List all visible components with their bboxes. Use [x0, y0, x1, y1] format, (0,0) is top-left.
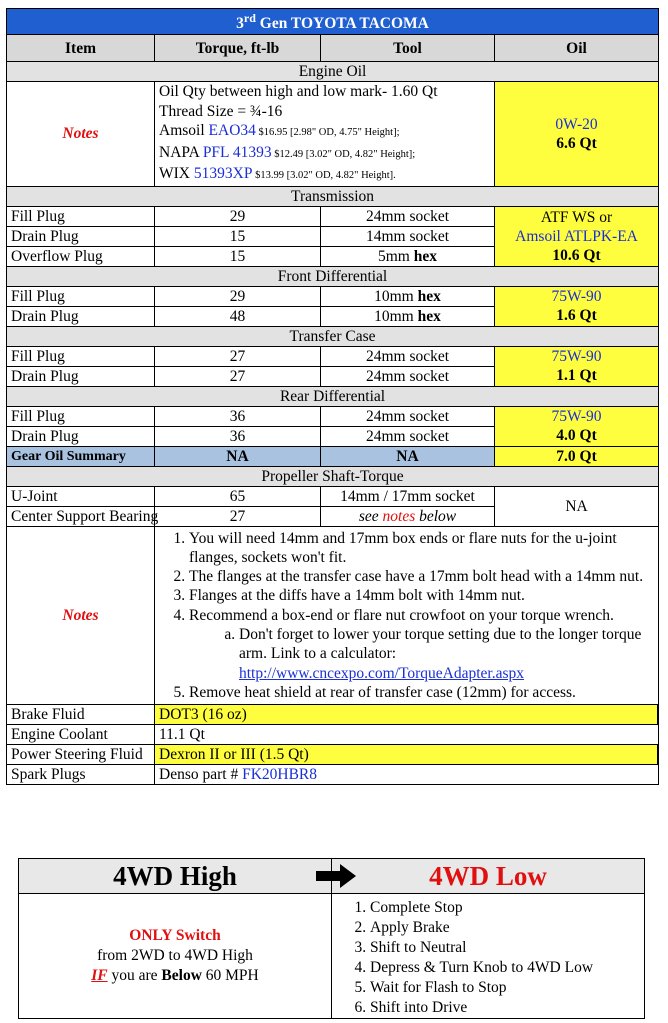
step-item: 5. Wait for Flash to Stop — [370, 978, 644, 998]
table-row: Drain Plug 48 10mm hex — [7, 306, 659, 326]
step-item: 4. Depress & Turn Knob to 4WD Low — [370, 958, 644, 978]
section-engine-oil: Engine Oil — [7, 62, 659, 82]
brake-fluid-value: DOT3 (16 oz) — [155, 705, 658, 724]
section-rear-differential: Rear Differential — [7, 386, 659, 406]
table-row: Overflow Plug 15 5mm hex — [7, 246, 659, 266]
oil-qty-line: Oil Qty between high and low mark- 1.60 Qt — [159, 83, 438, 100]
header-oil: Oil — [495, 35, 659, 62]
table-row: Engine Coolant 11.1 Qt — [7, 725, 659, 745]
engine-oil-notes — [155, 82, 495, 187]
wix-filter-line: WIX 51393XP $13.99 [3.02" OD, 4.82" Height]. — [159, 165, 396, 182]
transmission-oil-spec: ATF WS or Amsoil ATLPK-EA 10.6 Qt — [495, 206, 659, 266]
sub-note-item: a. Don't forget to lower your torque setting due to the longer torque arm. Link to a calculator: http://www.cncexpo.com/TorqueAdapter.aspx — [239, 625, 654, 683]
section-front-differential: Front Differential — [7, 266, 659, 286]
section-transfer-case: Transfer Case — [7, 326, 659, 346]
table-row: Drain Plug 27 24mm socket — [7, 366, 659, 386]
prop-notes — [155, 526, 659, 705]
note-item: 4. Recommend a box-end or flare nut crowfoot on your torque wrench. a. Don't forget to lower your torque setting due to the longer torque arm. Link to a calculator: http://www.cncexpo.com/TorqueAdapter.aspx — [189, 606, 654, 683]
header-tool: Tool — [321, 35, 495, 62]
front-diff-oil-spec: 75W-90 1.6 Qt — [495, 286, 659, 326]
table-row: Center Support Bearing 27 see notes below — [7, 506, 659, 526]
amsoil-part: EAO34 — [208, 122, 256, 139]
table-row: Fill Plug 27 24mm socket 75W-90 1.1 Qt — [7, 346, 659, 366]
transfer-case-oil-spec: 75W-90 1.1 Qt — [495, 346, 659, 386]
table-row: Fill Plug 36 24mm socket 75W-90 4.0 Qt — [7, 406, 659, 426]
engine-oil-spec: 0W-20 6.6 Qt — [495, 82, 659, 187]
table-row: U-Joint 65 14mm / 17mm socket NA — [7, 486, 659, 506]
table-row: Drain Plug 36 24mm socket — [7, 426, 659, 446]
prop-notes-label: Notes — [7, 526, 155, 705]
arrow-right-icon — [316, 864, 356, 888]
prop-shaft-oil: NA — [495, 486, 659, 526]
four-wd-high-instructions: ONLY Switch from 2WD to 4WD High IF you are Below 60 MPH — [19, 894, 332, 1019]
header-row — [7, 35, 659, 62]
note-item: 1. You will need 14mm and 17mm box ends or flare nuts for the u-joint flanges, sockets won't fit. — [189, 529, 654, 568]
title-row — [7, 9, 659, 35]
step-item: 1. Complete Stop — [370, 898, 644, 918]
page-title: 3rd Gen TOYOTA TACOMA — [7, 9, 659, 35]
header-item: Item — [7, 35, 155, 62]
table-row: Brake Fluid DOT3 (16 oz) — [7, 705, 659, 725]
power-steering-value: Dexron II or III (1.5 Qt) — [155, 745, 658, 764]
note-item: 5. Remove heat shield at rear of transfer case (12mm) for access. — [189, 683, 654, 702]
note-item: 3. Flanges at the diffs have a 14mm bolt with 14mm nut. — [189, 586, 654, 605]
gear-oil-summary-row: Gear Oil Summary NA NA 7.0 Qt — [7, 446, 659, 466]
amsoil-filter-line: Amsoil EAO34 $16.95 [2.98" OD, 4.75" Height]; — [159, 122, 400, 139]
maintenance-table — [6, 8, 659, 785]
table-row: Power Steering Fluid Dexron II or III (1.5 Qt) — [7, 745, 659, 765]
napa-part: PFL 41393 — [202, 143, 272, 161]
table-row: Fill Plug 29 24mm socket ATF WS or Amsoil ATLPK-EA 10.6 Qt — [7, 206, 659, 226]
thread-size-line: Thread Size = ¾-16 — [159, 102, 283, 120]
spark-plug-value: Denso part # FK20HBR8 — [155, 765, 659, 785]
four-wd-high-title: 4WD High — [19, 859, 332, 894]
torque-calculator-link[interactable]: http://www.cncexpo.com/TorqueAdapter.aspx — [239, 664, 525, 682]
step-item: 2. Apply Brake — [370, 918, 644, 938]
coolant-value: 11.1 Qt — [155, 725, 659, 745]
header-torque: Torque, ft-lb — [155, 35, 321, 62]
table-row: Fill Plug 29 10mm hex 75W-90 1.6 Qt — [7, 286, 659, 306]
section-propeller-shaft: Propeller Shaft-Torque — [7, 466, 659, 486]
four-wd-low-steps — [332, 894, 645, 1019]
engine-oil-notes-label: Notes — [7, 82, 155, 187]
step-item: 3. Shift to Neutral — [370, 938, 644, 958]
step-item: 6. Shift into Drive — [370, 998, 644, 1018]
four-wd-low-title: 4WD Low — [332, 859, 645, 894]
napa-filter-line: NAPA PFL 41393 $12.49 [3.02" OD, 4.82" Height]; — [159, 143, 416, 161]
rear-diff-oil-spec: 75W-90 4.0 Qt — [495, 406, 659, 446]
note-item: 2. The flanges at the transfer case have a 17mm bolt head with a 14mm nut. — [189, 567, 654, 586]
table-row: Spark Plugs Denso part # FK20HBR8 — [7, 765, 659, 785]
section-transmission: Transmission — [7, 186, 659, 206]
table-row: Drain Plug 15 14mm socket — [7, 226, 659, 246]
wix-part: 51393XP — [193, 165, 253, 182]
